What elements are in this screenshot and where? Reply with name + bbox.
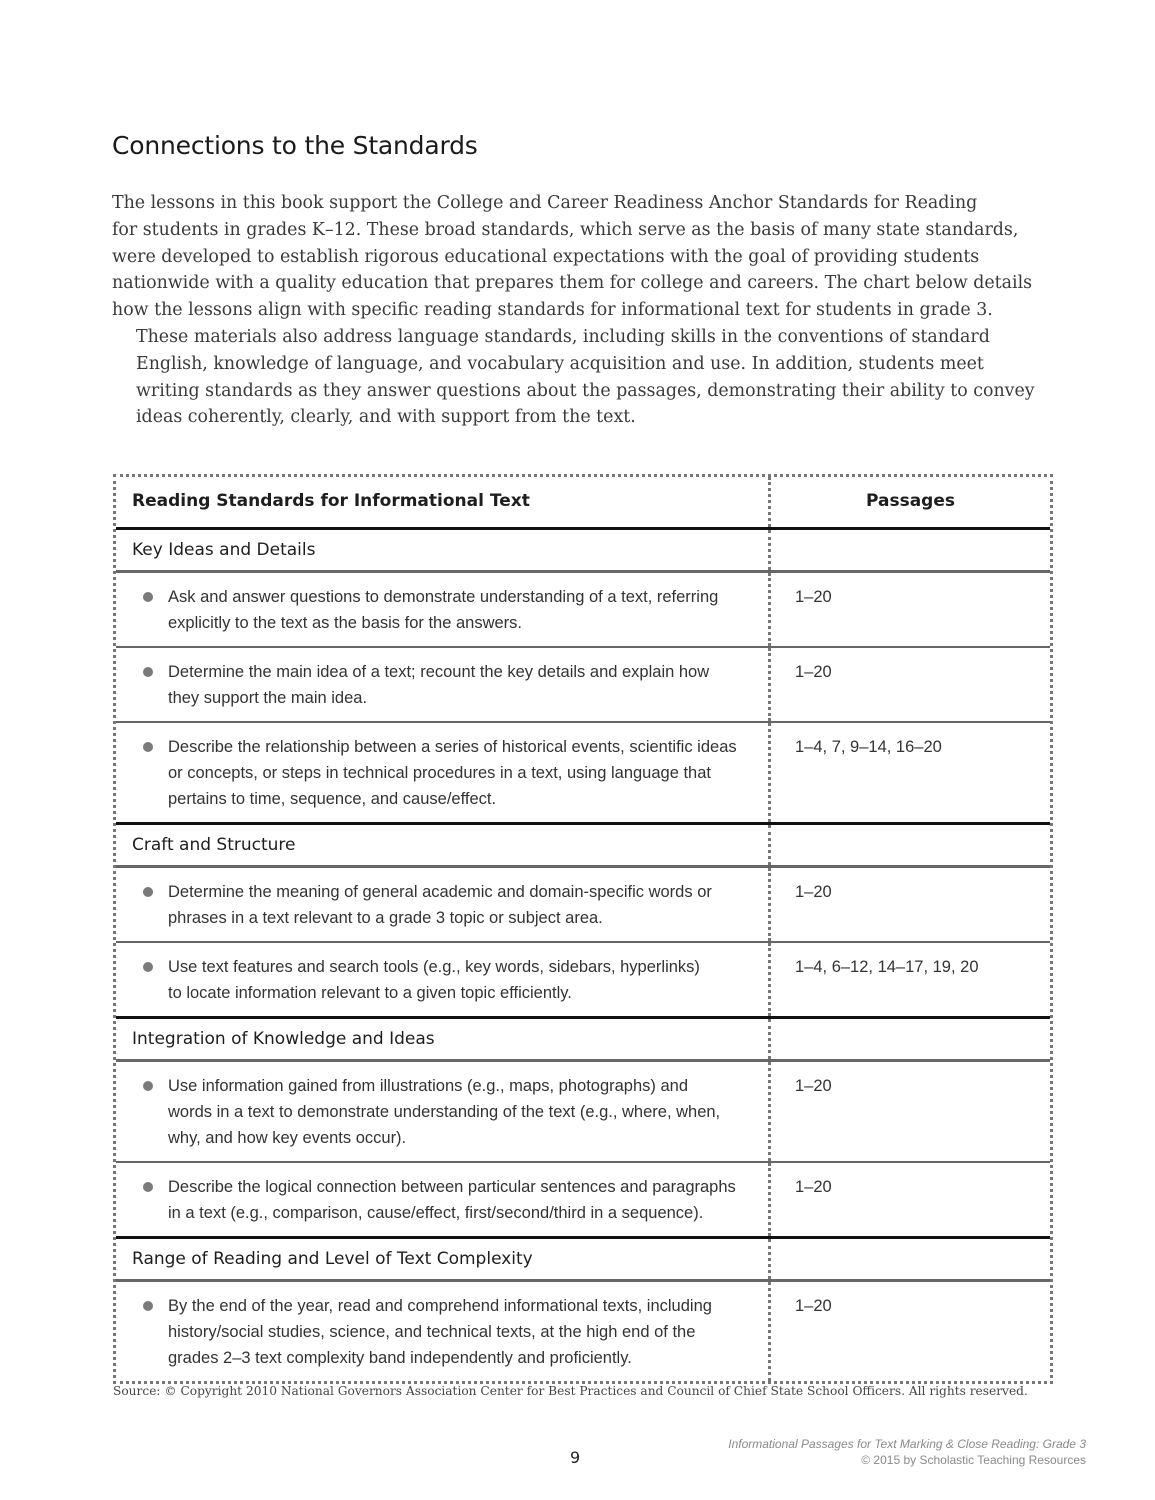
bullet-icon [143, 962, 153, 972]
copyright-line: © 2015 by Scholastic Teaching Resources [861, 1453, 1086, 1467]
text-line: how the lessons align with specific reading standards for informational text for students in grade 3. [112, 300, 993, 321]
standard-text: grades 2–3 text complexity band independently and proficiently. [168, 1349, 632, 1367]
table-row [116, 943, 1050, 1019]
section-title: Integration of Knowledge and Ideas [132, 1029, 435, 1049]
section-header-row [116, 825, 1050, 868]
source-citation: Source: © Copyright 2010 National Governors Association Center for Best Practices and Council of Chief State School Officers. All rights reserved. [113, 1384, 1028, 1398]
section-header-row [116, 1239, 1050, 1282]
standard-cell [116, 1282, 768, 1381]
table-header-row [116, 477, 1050, 530]
section-header-row [116, 1019, 1050, 1062]
intro-paragraph-2 [112, 324, 1042, 431]
standard-cell [116, 573, 768, 646]
table-row [116, 723, 1050, 825]
standard-text: Describe the relationship between a series of historical events, scientific ideas [168, 738, 737, 756]
standard-text: Use information gained from illustrations (e.g., maps, photographs) and [168, 1077, 689, 1095]
passages-cell: 1–4, 6–12, 14–17, 19, 20 [768, 943, 1050, 1016]
header-passages: Passages [768, 477, 1050, 527]
standard-text: pertains to time, sequence, and cause/effect. [168, 790, 497, 808]
standard-text: to locate information relevant to a given topic efficiently. [168, 984, 572, 1002]
standard-text: explicitly to the text as the basis for the answers. [168, 614, 523, 632]
standard-text: Determine the main idea of a text; recount the key details and explain how [168, 663, 710, 681]
intro-paragraph-1 [112, 190, 1042, 324]
section-title: Key Ideas and Details [132, 540, 316, 560]
bullet-icon [143, 592, 153, 602]
standards-table [113, 474, 1053, 1384]
table-row [116, 573, 1050, 648]
bullet-icon [143, 667, 153, 677]
standard-cell [116, 1062, 768, 1161]
intro-text [112, 190, 1042, 431]
page-number: 9 [570, 1448, 581, 1467]
passages-cell: 1–4, 7, 9–14, 16–20 [768, 723, 1050, 822]
section-title: Range of Reading and Level of Text Complexity [132, 1249, 533, 1269]
standard-text: why, and how key events occur). [168, 1129, 407, 1147]
text-line: The lessons in this book support the College and Career Readiness Anchor Standards for Reading [112, 193, 978, 213]
standard-text: Ask and answer questions to demonstrate understanding of a text, referring [168, 588, 719, 606]
standard-text: phrases in a text relevant to a grade 3 topic or subject area. [168, 909, 603, 927]
section-passages-cell [768, 1239, 1050, 1279]
standard-text: in a text (e.g., comparison, cause/effect, first/second/third in a sequence). [168, 1204, 704, 1222]
passages-cell: 1–20 [768, 1282, 1050, 1381]
table-row [116, 648, 1050, 723]
bullet-icon [143, 742, 153, 752]
passages-cell: 1–20 [768, 1163, 1050, 1236]
section-passages-cell [768, 1019, 1050, 1059]
standard-text: Determine the meaning of general academic and domain-specific words or [168, 883, 712, 901]
text-line: ideas coherently, clearly, and with support from the text. [136, 407, 636, 428]
table-row [116, 1282, 1050, 1381]
text-line: for students in grades K–12. These broad standards, which serve as the basis of many state standards, [112, 219, 1019, 240]
standard-text: or concepts, or steps in technical procedures in a text, using language that [168, 764, 711, 782]
book-title: Informational Passages for Text Marking & Close Reading: Grade 3 [728, 1437, 1086, 1451]
header-standards: Reading Standards for Informational Text [132, 491, 530, 511]
standard-text: history/social studies, science, and technical texts, at the high end of the [168, 1323, 696, 1341]
standard-cell [116, 1163, 768, 1236]
standard-cell [116, 868, 768, 941]
text-line: nationwide with a quality education that prepares them for college and careers. The chart below details [112, 273, 1033, 294]
standard-text: By the end of the year, read and comprehend informational texts, including [168, 1297, 712, 1315]
passages-cell: 1–20 [768, 648, 1050, 721]
standard-cell [116, 648, 768, 721]
standard-text: words in a text to demonstrate understanding of the text (e.g., where, when, [168, 1103, 721, 1121]
passages-cell: 1–20 [768, 573, 1050, 646]
section-passages-cell [768, 825, 1050, 865]
standard-text: they support the main idea. [168, 689, 368, 707]
bullet-icon [143, 1182, 153, 1192]
section-title: Craft and Structure [132, 835, 296, 855]
table-row [116, 1163, 1050, 1239]
standard-cell [116, 723, 768, 822]
bullet-icon [143, 1081, 153, 1091]
text-line: These materials also address language standards, including skills in the conventions of standard [136, 326, 990, 347]
text-line: were developed to establish rigorous educational expectations with the goal of providing students [112, 246, 980, 267]
text-line: writing standards as they answer questions about the passages, demonstrating their ability to convey [136, 380, 1035, 401]
standard-text: Use text features and search tools (e.g., key words, sidebars, hyperlinks) [168, 958, 700, 976]
bullet-icon [143, 1301, 153, 1311]
section-header-row [116, 530, 1050, 573]
page-title: Connections to the Standards [112, 131, 478, 160]
footer-credits [728, 1436, 1086, 1468]
section-passages-cell [768, 530, 1050, 570]
bullet-icon [143, 887, 153, 897]
passages-cell: 1–20 [768, 1062, 1050, 1161]
table-row [116, 868, 1050, 943]
standard-cell [116, 943, 768, 1016]
text-line: English, knowledge of language, and vocabulary acquisition and use. In addition, students meet [136, 353, 984, 374]
passages-cell: 1–20 [768, 868, 1050, 941]
table-row [116, 1062, 1050, 1163]
standard-text: Describe the logical connection between particular sentences and paragraphs [168, 1178, 736, 1196]
